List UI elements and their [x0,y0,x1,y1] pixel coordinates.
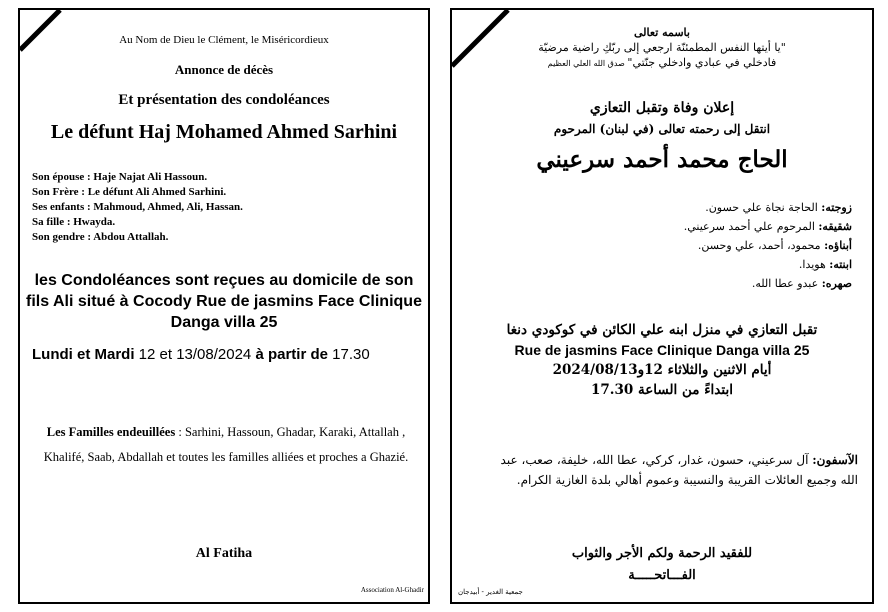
relative-brother: شقيقه: المرحوم علي أحمد سرعيني. [683,220,852,233]
relative-son-in-law: Son gendre : Abdou Attallah. [32,231,169,243]
deceased-name: الحاج محمد أحمد سرعيني [536,146,788,173]
condolences-time: ابتداءً من الساعة 17.30 [591,382,733,398]
arabic-announcement-panel [450,8,874,604]
date-dates: 12 et 13/08/2024 [134,346,256,363]
association-signature: Association Al-Ghadir [360,586,424,594]
condolences-location: les Condoléances sont reçues au domicile de son fils Ali situé à Cocody Rue de jasmins Face Clinique Danga villa 25 [26,272,422,331]
condolences-location: تقبل التعازي في منزل ابنه علي الكائن في كوكودي دنغا [506,322,818,338]
date-days: Lundi et Mardi [32,346,135,363]
bereaved-families [480,450,858,490]
date-from-word: à [255,346,264,363]
verse-source: صدق الله العلي العظيم [547,59,628,68]
french-announcement-panel [18,8,430,604]
announcement-heading: Annonce de décès [174,62,274,77]
passed-away-line: انتقل إلى رحمته تعالى (في لبنان) المرحوم [553,122,771,136]
relative-son-in-law: صهره: عبدو عطا الله. [751,277,852,290]
blessing-line: للفقيد الرحمة ولكم الأجر والثواب [571,546,753,561]
verse-line-2 [482,55,842,71]
date-from: partir de [263,346,333,363]
condolences-dates: أيام الاثنين والثلاثاء 12و2024/08/13 [552,362,772,378]
relative-brother: Son Frère : Le défunt Ali Ahmed Sarhini. [32,186,227,198]
fatiha-text: Al Fatiha [195,546,253,561]
condolences-address: Rue de jasmins Face Clinique Danga villa 25 [514,342,810,358]
date-time: 17.30 [332,346,370,363]
condolences-details [472,320,852,400]
families-text: : Sarhini, Hassoun, Ghadar, Karaki, Attallah , Khalifé, Saab, Abdallah et toutes les familles alliées et proches a Ghazié. [43,425,409,464]
relative-spouse: زوجته: الحاجة نجاة علي حسون. [705,201,852,214]
verse-text-2: فادخلي في عبادي وادخلي جنّتي" [627,56,777,69]
relatives-list [684,198,852,293]
families-label: الآسفون: [812,453,858,467]
condolences-dates [32,346,370,363]
bism-heading: باسمه تعالى [634,26,690,39]
basmala-text: Au Nom de Dieu le Clément, le Miséricordieux [119,34,329,46]
relative-daughter: ابنته: هويدا. [798,258,852,271]
verse-line-1: "يا أيتها النفس المطمئنّة ارجعي إلى ربّكِ راضية مرضيّة [538,41,786,54]
condolences-heading: Et présentation des condoléances [118,92,330,108]
families-text: آل سرعيني، حسون، غدار، كركي، عطا الله، خليفة، صعب، عبد الله وجميع العائلات القريبة والنسيبة وعموم أهالي بلدة الغازية الكرام. [500,453,858,487]
deceased-name: Le défunt Haj Mohamed Ahmed Sarhini [50,121,398,143]
relative-children: Ses enfants : Mahmoud, Ahmed, Ali, Hassan. [32,201,243,213]
quran-verse [482,40,842,71]
families-label: Les Familles endeuillées [46,425,176,439]
relative-daughter: Sa fille : Hwayda. [32,216,116,228]
relative-spouse: Son épouse : Haje Najat Ali Hassoun. [32,171,208,183]
relative-children: أبناؤه: محمود، أحمد، علي وحسن. [697,239,852,252]
bereaved-families [36,420,416,470]
relatives-list [32,170,243,245]
association-signature: جمعية الغدير - أبيدجان [458,588,523,596]
announcement-heading: إعلان وفاة وتقبل التعازي [589,100,735,116]
fatiha-text: الفـــاتحـــــة [628,568,696,583]
